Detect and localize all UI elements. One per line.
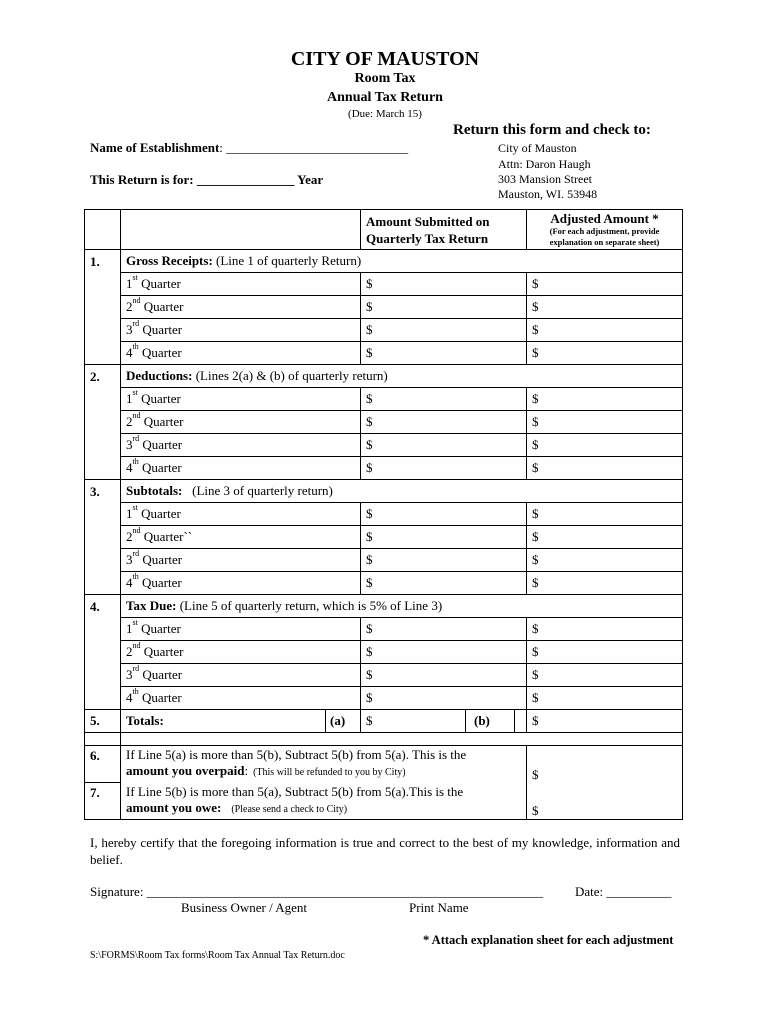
form-title: Annual Tax Return (327, 90, 443, 105)
amount-submitted-input[interactable]: $ (361, 296, 527, 319)
quarter-label: 1st Quarter (121, 273, 361, 296)
quarter-label: 3rd Quarter (121, 319, 361, 342)
amount-submitted-header (361, 210, 527, 250)
adjusted-amount-input[interactable]: $ (527, 618, 683, 641)
section-number: 2. (85, 365, 121, 480)
totals-row (85, 710, 683, 733)
amount-header-line-1: Amount Submitted on (366, 213, 490, 229)
totals-label-cell (121, 710, 361, 733)
quarter-label: 4th Quarter (121, 457, 361, 480)
adjusted-amount-input[interactable]: $ (527, 549, 683, 572)
spacer-row (85, 733, 683, 746)
section-title-cell (121, 250, 683, 273)
table-row (85, 572, 683, 595)
address-line-2: Attn: Daron Haugh (498, 157, 591, 171)
quarter-label: 2nd Quarter (121, 411, 361, 434)
table-row (85, 296, 683, 319)
table-row (85, 526, 683, 549)
overpaid-amount-input[interactable]: $ (527, 746, 683, 783)
table-row (85, 641, 683, 664)
adjusted-amount-input[interactable]: $ (527, 503, 683, 526)
amount-header-line-2: Quarterly Tax Return (366, 230, 489, 246)
address-line-3: 303 Mansion Street (498, 172, 592, 186)
amount-submitted-input[interactable]: $ (361, 388, 527, 411)
overpaid-text (121, 746, 527, 783)
table-row (85, 388, 683, 411)
file-path: S:\FORMS\Room Tax forms\Room Tax Annual Tax Return.doc (90, 950, 345, 961)
amount-submitted-input[interactable]: $ (361, 549, 527, 572)
quarter-label: 2nd Quarter (121, 296, 361, 319)
owe-line-1: If Line 5(b) is more than 5(a), Subtract 5(b) from 5(a).This is the (126, 783, 464, 799)
quarter-label: 1st Quarter (121, 388, 361, 411)
section-desc: (Lines 2(a) & (b) of quarterly return) (192, 368, 388, 383)
section-row (85, 480, 683, 503)
table-row (85, 434, 683, 457)
quarter-label: 2nd Quarter (121, 641, 361, 664)
owe-line-2: amount you owe: (Please send a check to City) (126, 799, 348, 815)
address-line-1: City of Mauston (498, 141, 577, 155)
section-title: Gross Receipts: (126, 253, 213, 268)
table-row (85, 411, 683, 434)
adjusted-amount-input[interactable]: $ (527, 411, 683, 434)
adjusted-amount-input[interactable]: $ (527, 572, 683, 595)
amount-submitted-input[interactable]: $ (361, 664, 527, 687)
section-title-cell (121, 365, 683, 388)
section-desc: (Line 5 of quarterly return, which is 5% of Line 3) (176, 598, 443, 613)
section-desc: (Line 3 of quarterly return) (182, 483, 333, 498)
table-cell (121, 733, 683, 746)
adjusted-amount-input[interactable]: $ (527, 687, 683, 710)
table-row (85, 618, 683, 641)
adjusted-amount-input[interactable]: $ (527, 273, 683, 296)
adjusted-amount-input[interactable]: $ (527, 434, 683, 457)
establishment-field[interactable] (90, 140, 408, 156)
table-row (85, 342, 683, 365)
quarter-label: 3rd Quarter (121, 549, 361, 572)
due-date: (Due: March 15) (348, 108, 422, 120)
table-cell (515, 710, 527, 733)
section-title: Deductions: (126, 368, 193, 383)
quarter-label: 4th Quarter (121, 687, 361, 710)
establishment-label: Name of Establishment (90, 140, 220, 155)
address-line-4: Mauston, WI. 53948 (498, 187, 598, 201)
adjusted-amount-input[interactable]: $ (527, 296, 683, 319)
section-desc: (Line 1 of quarterly Return) (212, 253, 362, 268)
adjusted-amount-input[interactable]: $ (527, 388, 683, 411)
return-year-field[interactable]: This Return is for: _______________ Year (90, 172, 324, 187)
section-title: Subtotals: (126, 483, 183, 498)
adjusted-header-title: Adjusted Amount * (550, 211, 659, 226)
adjusted-amount-header (527, 210, 683, 250)
date-line[interactable]: Date: __________ (575, 884, 672, 899)
quarter-label: 3rd Quarter (121, 664, 361, 687)
table-cell (121, 210, 361, 250)
establishment-line[interactable]: : ____________________________ (219, 140, 409, 155)
amount-submitted-input[interactable]: $ (361, 641, 527, 664)
city-title: CITY OF MAUSTON (290, 48, 480, 70)
print-name-caption: Print Name (409, 900, 469, 915)
section-number: 6. (85, 746, 121, 783)
quarter-label: 3rd Quarter (121, 434, 361, 457)
tax-return-table (84, 209, 683, 820)
table-row (85, 503, 683, 526)
form-subtitle: Room Tax (354, 71, 416, 86)
table-row (85, 319, 683, 342)
amount-submitted-input[interactable]: $ (361, 273, 527, 296)
adjusted-amount-input[interactable]: $ (527, 457, 683, 480)
owe-text (121, 783, 527, 820)
total-a-input[interactable]: $ (b) (361, 710, 515, 733)
table-header-row (85, 210, 683, 250)
totals-b-label: (b) (465, 710, 514, 732)
table-row (85, 549, 683, 572)
table-row (85, 687, 683, 710)
section-title-cell (121, 480, 683, 503)
amount-submitted-input[interactable]: $ (361, 434, 527, 457)
overpaid-line-1: If Line 5(a) is more than 5(b), Subtract 5(b) from 5(a). This is the (126, 747, 467, 763)
quarter-label: 4th Quarter (121, 342, 361, 365)
amount-submitted-input[interactable]: $ (361, 572, 527, 595)
return-to-heading: Return this form and check to: (453, 122, 651, 138)
overpaid-line-2: amount you overpaid: (This will be refunded to you by City) (126, 763, 406, 779)
adjusted-amount-input[interactable]: $ (527, 641, 683, 664)
section-number: 4. (85, 595, 121, 710)
signature-line[interactable]: Signature: _____________________________________________________________ (90, 884, 544, 899)
adjusted-amount-input[interactable]: $ (527, 319, 683, 342)
section-number: 3. (85, 480, 121, 595)
business-owner-caption: Business Owner / Agent (181, 900, 308, 915)
section-row (85, 595, 683, 618)
totals-a-label: (a) (325, 710, 360, 732)
totals-label: Totals: (126, 713, 164, 728)
table-row (85, 664, 683, 687)
amount-submitted-input[interactable]: $ (361, 319, 527, 342)
section-row (85, 250, 683, 273)
total-b-input[interactable]: $ (527, 710, 683, 733)
attach-footnote: * Attach explanation sheet for each adjustment (423, 933, 674, 947)
adjusted-header-note-2: explanation on separate sheet) (549, 237, 660, 247)
amount-submitted-input[interactable]: $ (361, 503, 527, 526)
quarter-label: 4th Quarter (121, 572, 361, 595)
quarter-label: 2nd Quarter`` (121, 526, 361, 549)
quarter-label: 1st Quarter (121, 618, 361, 641)
adjusted-amount-input[interactable]: $ (527, 664, 683, 687)
table-cell (85, 210, 121, 250)
section-title-cell (121, 595, 683, 618)
certification-text: I, hereby certify that the foregoing information is true and correct to the best of my knowledge, information and belief. (90, 835, 680, 867)
section-number: 1. (85, 250, 121, 365)
adjusted-amount-input[interactable]: $ (527, 526, 683, 549)
section-row (85, 365, 683, 388)
table-row (85, 273, 683, 296)
section-title: Tax Due: (126, 598, 177, 613)
section-number: 5. (85, 710, 121, 733)
adjusted-amount-input[interactable]: $ (527, 342, 683, 365)
table-cell (85, 733, 121, 746)
section-number: 7. (85, 783, 121, 820)
adjusted-header-note-1: (For each adjustment, provide (549, 226, 660, 236)
amount-submitted-input[interactable]: $ (361, 687, 527, 710)
owe-amount-input[interactable]: $ (527, 783, 683, 820)
amount-submitted-input[interactable]: $ (361, 342, 527, 365)
overpaid-row (85, 746, 683, 783)
amount-submitted-input[interactable]: $ (361, 457, 527, 480)
amount-submitted-input[interactable]: $ (361, 411, 527, 434)
amount-submitted-input[interactable]: $ (361, 526, 527, 549)
table-row (85, 457, 683, 480)
amount-submitted-input[interactable]: $ (361, 618, 527, 641)
quarter-label: 1st Quarter (121, 503, 361, 526)
owe-row (85, 783, 683, 820)
